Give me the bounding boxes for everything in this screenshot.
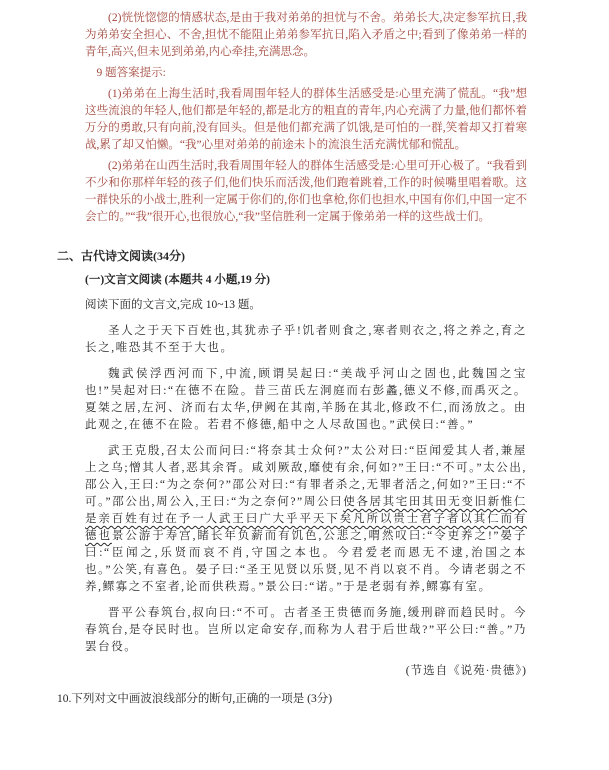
reading-instruction: 阅读下面的文言文,完成 10~13 题。 (85, 299, 261, 311)
passage-paragraph-3 (85, 443, 527, 596)
question-10: 10.下列对文中画波浪线部分的断句,正确的一项是 (3分) (57, 693, 333, 705)
passage-p3-wavy-underline: 使各居其宅田其田无变旧新惟仁是亲百姓有过在予一人武王曰广大乎平天下矣凡所以贵士君子者以其仁而有德也 (85, 496, 527, 542)
source-attribution: (节选自《说苑·贵德》) (405, 665, 527, 677)
answer-paragraph-1: (2)恍恍惚惚的情感状态,是由于我对弟弟的担忧与不舍。弟弟长大,决定参军抗日,我为弟弟安全担心、不舍,担忧不能阻止弟弟参军抗日,陷入矛盾之中;看到了像弟弟一样的青年,高兴,但未见到弟弟,内心牵挂,充满思念。 (85, 12, 527, 58)
passage-p3-plain-after: 景公游于寿宫,睹长年负薪而有饥色,公悲之,喟然叹曰:“令吏养之!”晏子曰:“臣闻之,乐贤而哀不肖,守国之本也。今君爱老而恩无不逮,治国之本也。”公笑,有喜色。晏子曰:“圣王见贤以乐贤,见不肖以哀不肖。今请老弱之不养,鳏寡之不室者,论而供秩焉。”景公曰:“诺。”于是老弱有养,鳏寡有室。 (85, 530, 527, 593)
classical-passage (85, 323, 527, 680)
section-title: 二、古代诗文阅读(34分) (57, 249, 185, 263)
passage-paragraph-2: 魏武侯浮西河而下,中流,顾谓吴起曰:“美哉乎河山之固也,此魏国之宝也!”吴起对曰:“在德不在险。昔三苗氏左洞庭而右彭蠡,德义不修,而禹灭之。夏桀之居,左河、济而右太华,伊阙在其南,羊肠在其北,修政不仁,而汤放之。由此观之,在德不在险。若君不修德,船中之人尽敌国也。”武侯曰:“善。” (85, 368, 527, 431)
answer-key-section (85, 10, 527, 226)
answer-paragraph-2: (1)弟弟在上海生活时,我看周围年轻人的群体生活感受是:心里充满了慌乱。“我”想这些流浪的年轻人,他们都是年轻的,都是北方的粗直的青年,内心充满了力量,他们都怀着万分的勇敢,只有向前,没有回头。但是他们都充满了饥饿,是可怕的一群,笑着却又打着寒战,累了却又怕懒。“我”心里对弟弟的前途未卜的流浪生活充满忧郁和慌乱。 (85, 88, 527, 151)
answer-paragraph-3: (2)弟弟在山西生活时,我看周围年轻人的群体生活感受是:心里可开心极了。“我看到不少和你那样年轻的孩子们,他们快乐而活泼,他们跑着跳着,工作的时候嘴里唱着歌。这一群快乐的小战士,胜利一定属于你们的,你们也拿枪,你们也担水,中国有你们,中国一定不会亡的。”“我”很开心,也很放心,“我”坚信胜利一定属于像弟弟一样的这些战士们。 (85, 160, 527, 223)
passage-p3-plain-before: 武王克殷,召太公而问曰:“将奈其士众何?”太公对曰:“臣闻爱其人者,兼屋上之乌;憎其人者,恶其余胥。咸刘厥敌,靡使有余,何如?”王曰:“不可。”太公出,邵公入,王曰:“为之奈何?”邵公对曰:“有罪者杀之,无罪者活之,何如?”王曰:“不可。”邵公出,周公入,王曰:“为之奈何?”周公曰 (85, 445, 527, 508)
subsection-title: (一)文言文阅读 (本题共 4 小题,19 分) (85, 274, 270, 286)
passage-paragraph-4: 晋平公春筑台,叔向曰:“不可。古者圣王贵德而务施,缓刑辟而趋民时。今春筑台,是夺民时也。岂所以定命安存,而称为人君于后世哉?”平公曰:“善。”乃罢台役。 (85, 607, 527, 653)
answer-hint-label: 9 题答案提示: (96, 67, 166, 79)
passage-paragraph-1: 圣人之于天下百姓也,其犹赤子乎!饥者则食之,寒者则衣之,将之养之,育之长之,唯恐其不至于大也。 (85, 325, 527, 354)
